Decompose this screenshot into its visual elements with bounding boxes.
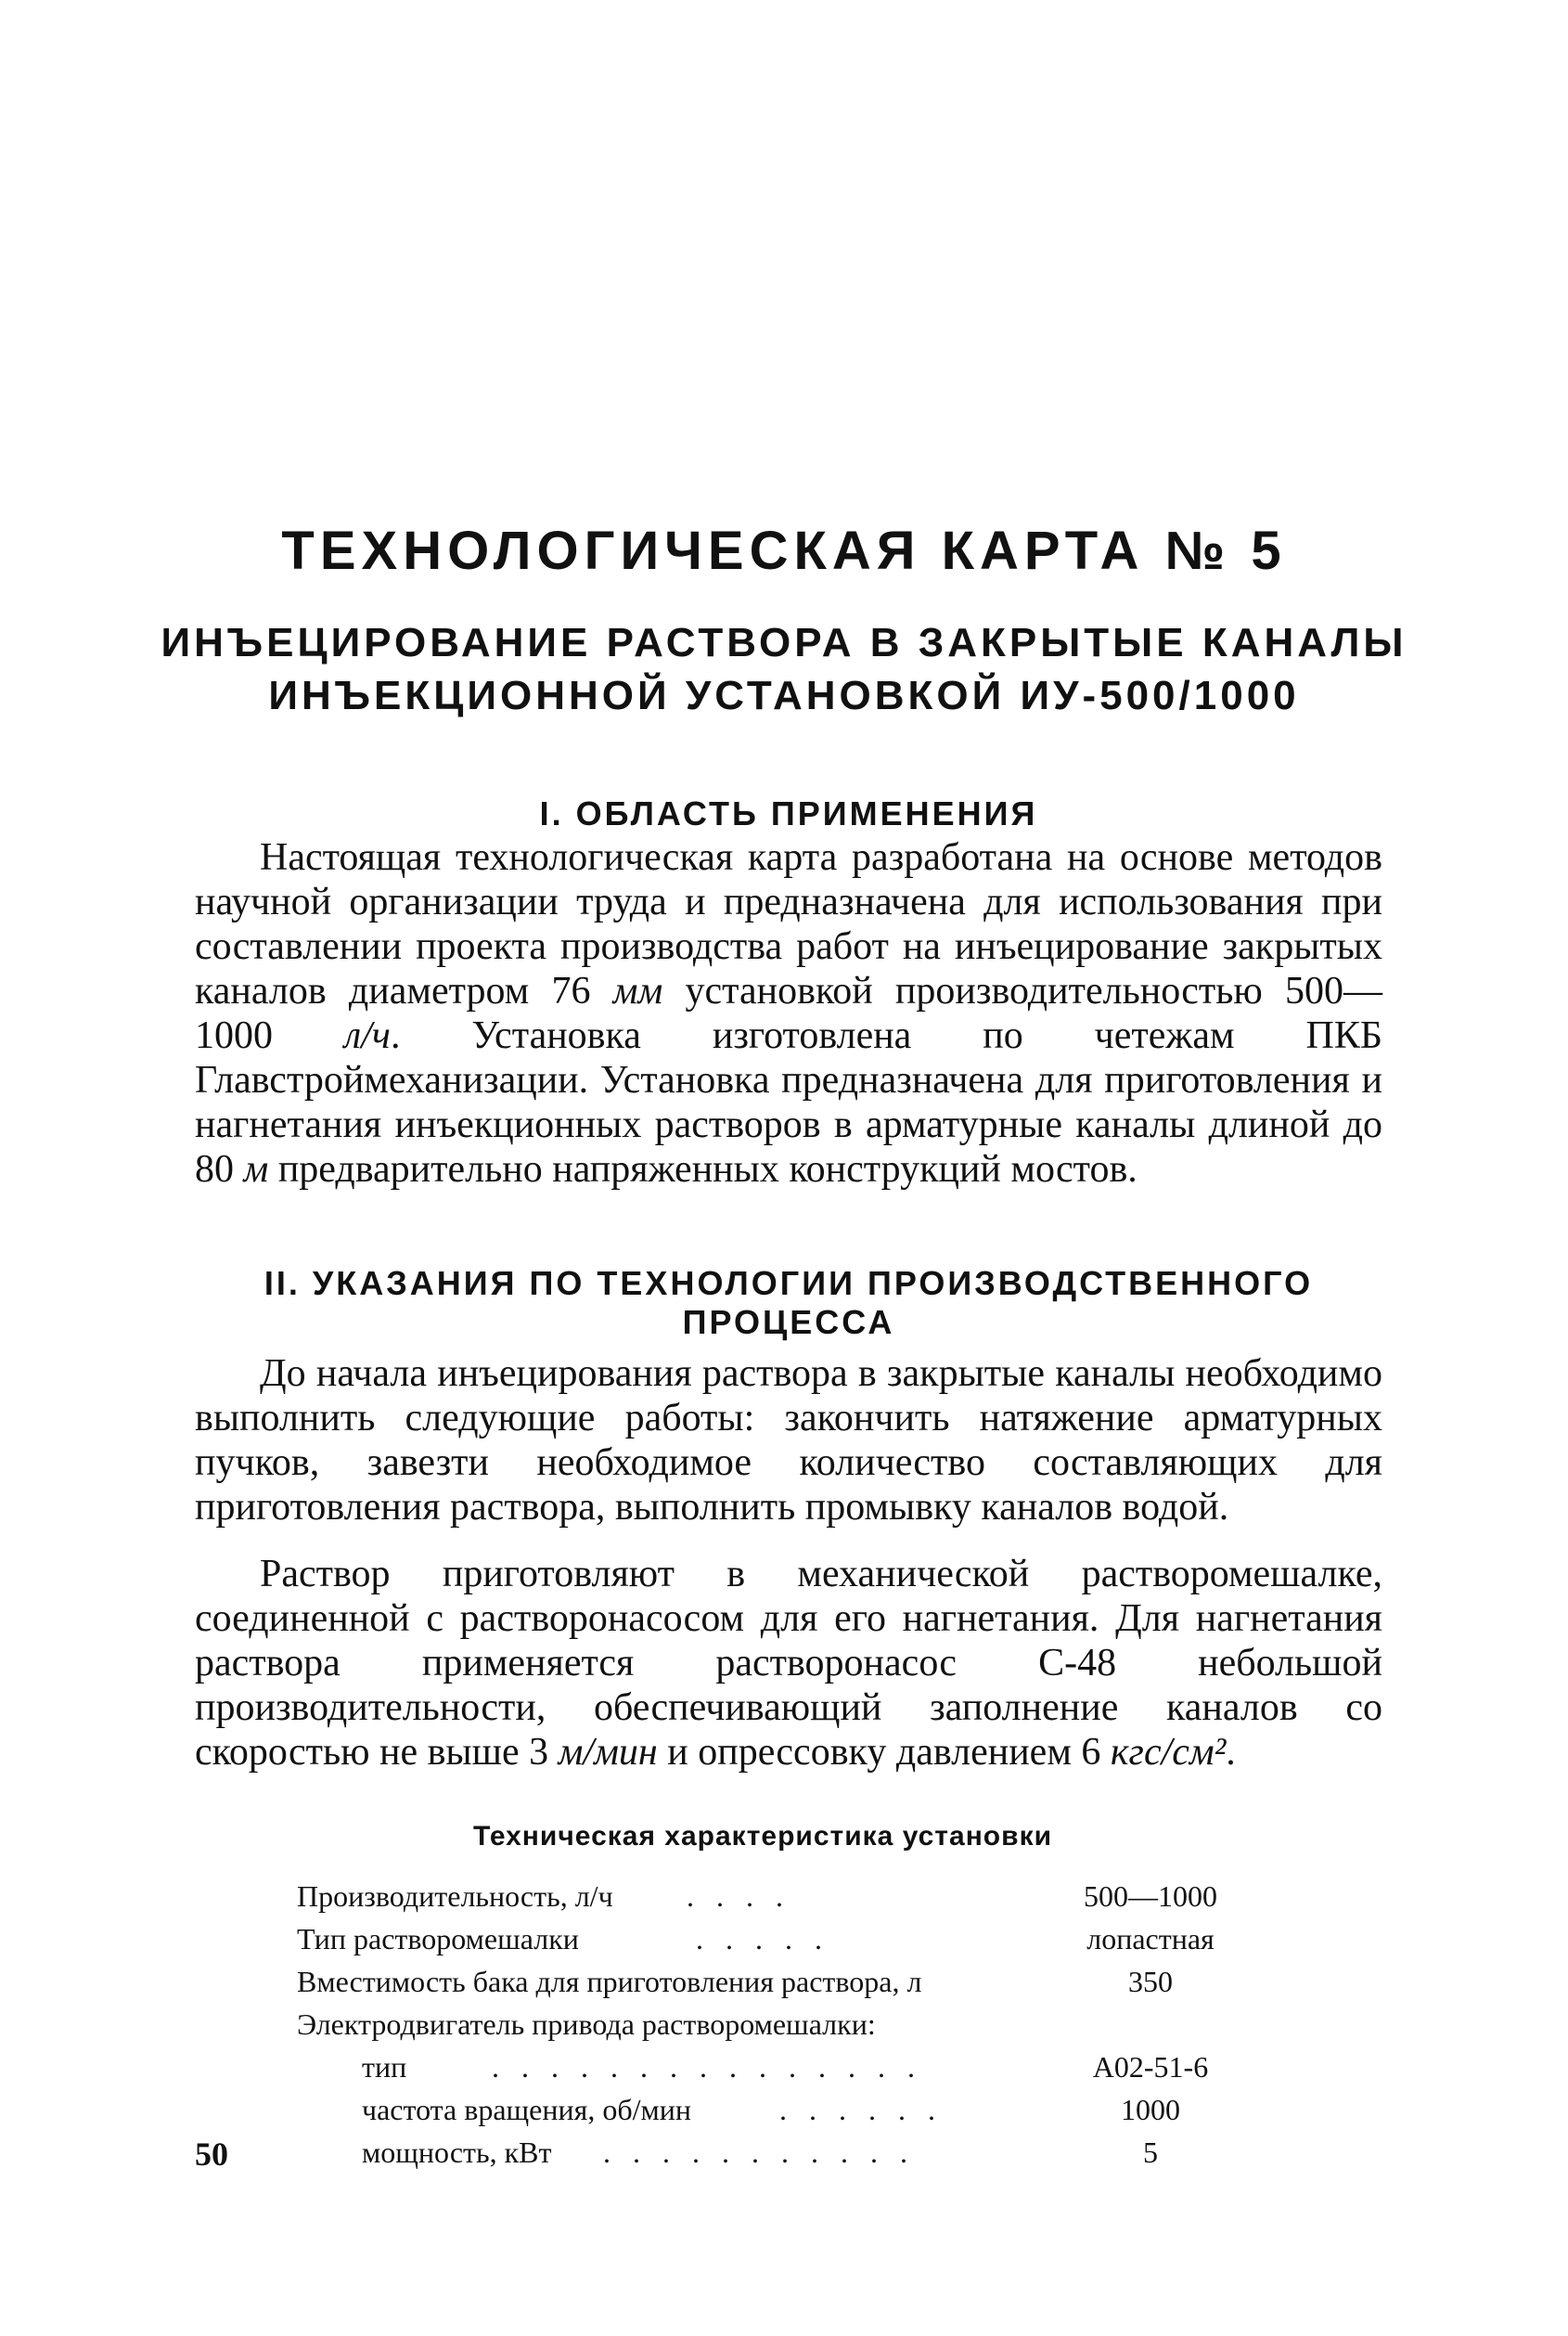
p1-unit-m: м (243, 1148, 269, 1191)
spec-label: мощность, кВт (362, 2136, 552, 2169)
spec-row (297, 1917, 1271, 1960)
p3-text-b: и опрессовку давлением 6 (657, 1731, 1111, 1774)
p1-text-a: Настоящая технологическая карта разработана на основе методов научной организации труда и предназначена для использования при составлении проекта производства работ на инъецирование закрытых каналов диаметром 76 (195, 836, 1382, 1013)
section-2-heading-line-1: II. УКАЗАНИЯ ПО ТЕХНОЛОГИИ ПРОИЗВОДСТВЕННОГО (263, 1264, 1314, 1302)
spec-label: тип (362, 2050, 407, 2084)
spec-value: 5 (1143, 2136, 1158, 2169)
p1-text-b: установкой производительностью 500—1000 (195, 970, 1382, 1057)
section-2-paragraph-1: До начала инъецирования раствора в закрытые каналы необходимо выполнить следующие работы: закончить натяжение арматурных пучков, завезти необходимое количество составляющих для приготовления раствора, выполнить промывку каналов водой. (195, 1352, 1382, 1529)
document-subtitle-line-2: ИНЪЕКЦИОННОЙ УСТАНОВКОЙ ИУ-500/1000 (268, 673, 1300, 718)
page-number: 50 (195, 2136, 228, 2173)
spec-label: Вместимость бака для приготовления раствора, л (297, 1965, 922, 1998)
p3-text-c: . (1226, 1731, 1236, 1774)
spec-table-title: Техническая характеристика установки (473, 1821, 1053, 1852)
spec-leader-dots: . . . . . (696, 1922, 829, 1955)
document-title: ТЕХНОЛОГИЧЕСКАЯ КАРТА № 5 (281, 521, 1287, 581)
spec-row (297, 1875, 1271, 1917)
p1-text-c: . Установка изготовлена по четежам ПКБ Главстроймеханизации. Установка предназначена для приготовления и нагнетания инъекционных растворов в арматурные каналы длиной до 80 (195, 1014, 1382, 1191)
p1-unit-mm: мм (612, 970, 663, 1013)
spec-row (297, 1960, 1271, 2003)
spec-label: Производительность, л/ч (297, 1879, 613, 1913)
spec-row (297, 2088, 1271, 2131)
spec-value: А02-51-6 (1092, 2050, 1209, 2084)
p1-text-d: предварительно напряженных конструкций мостов. (268, 1148, 1137, 1191)
section-2-heading-line-2: ПРОЦЕССА (682, 1303, 895, 1341)
p3-unit-mmin: м/мин (558, 1731, 658, 1774)
spec-value: 1000 (1121, 2093, 1180, 2126)
spec-row (297, 2131, 1271, 2174)
p3-unit-kgs: кгс/см² (1110, 1731, 1227, 1774)
spec-value: лопастная (1086, 1922, 1215, 1955)
document-subtitle-line-1: ИНЪЕЦИРОВАНИЕ РАСТВОРА В ЗАКРЫТЫЕ КАНАЛЫ (161, 620, 1407, 665)
spec-leader-dots: . . . . (687, 1879, 790, 1913)
spec-label: частота вращения, об/мин (362, 2093, 692, 2126)
spec-leader-dots: . . . . . . (779, 2093, 943, 2126)
spec-leader-dots: . . . . . . . . . . . (603, 2136, 915, 2169)
spec-leader-dots: . . . . . . . . . . . . . . . (492, 2050, 922, 2084)
spec-value: 350 (1128, 1965, 1173, 1998)
spec-row (297, 2003, 1271, 2046)
spec-label: Тип растворомешалки (297, 1922, 579, 1955)
spec-value: 500—1000 (1084, 1879, 1217, 1913)
spec-label: Электродвигатель привода растворомешалки: (297, 2007, 876, 2041)
section-1-paragraph (195, 835, 1382, 1192)
p3-text-a: Раствор приготовляют в механической растворомешалке, соединенной с растворонасосом для его нагнетания. Для нагнетания раствора применяется растворонасос С-48 небольшой производительности, обеспечивающий заполнение каналов со скоростью не выше 3 (195, 1553, 1382, 1774)
p1-unit-lh: л/ч (343, 1014, 391, 1057)
section-2-paragraph-2 (195, 1552, 1382, 1775)
spec-row (297, 2046, 1271, 2088)
section-1-heading: I. ОБЛАСТЬ ПРИМЕНЕНИЯ (539, 794, 1038, 832)
